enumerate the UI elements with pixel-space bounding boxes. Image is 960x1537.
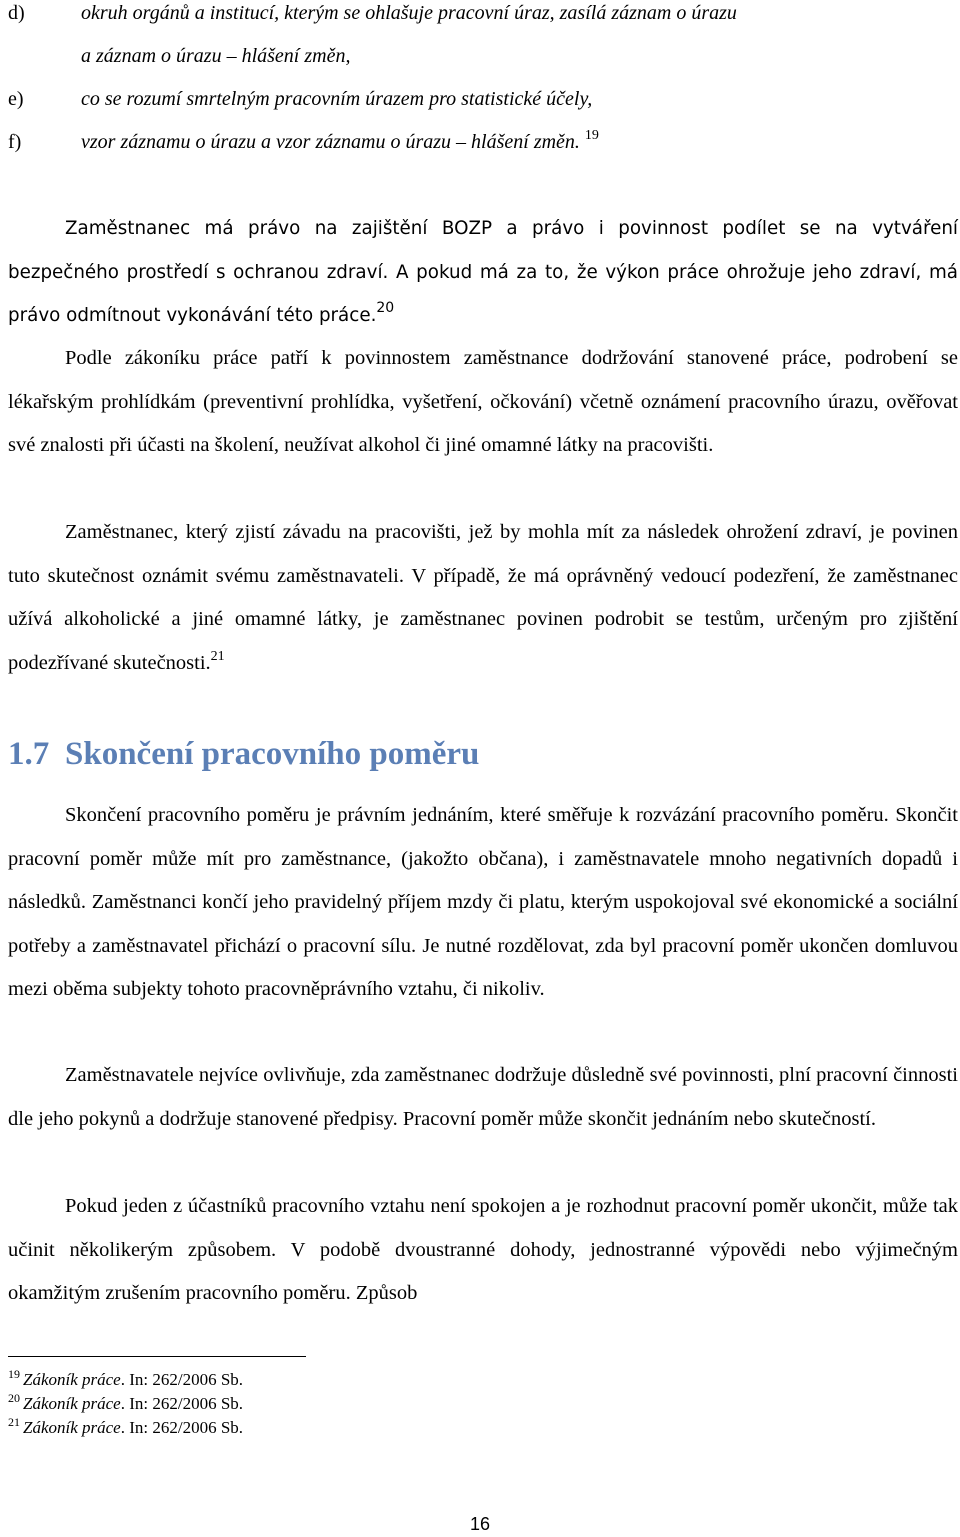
paragraph xyxy=(8,337,958,468)
footnote-title: Zákoník práce xyxy=(23,1370,121,1389)
list-item-text: okruh orgánů a institucí, kterým se ohlašuje pracovní úraz, zasílá záznam o úrazu xyxy=(81,2,737,24)
footnote-title: Zákoník práce xyxy=(23,1418,121,1437)
paragraph-text: Podle zákoníku práce patří k povinnostem zaměstnance dodržování stanovené práce, podrobení se lékařským prohlídkám (preventivní prohlídka, vyšetření, očkování) včetně oznámení pracovního úrazu, ověřovat své znalosti při účasti na školení, neužívat alkohol či jiné omamné látky na pracovišti. xyxy=(8,347,958,456)
paragraph xyxy=(8,1185,958,1316)
footnote-source: . In: 262/2006 Sb. xyxy=(120,1394,244,1413)
list-marker: d) xyxy=(8,2,25,24)
footnote-ref: 20 xyxy=(376,300,395,316)
list-item xyxy=(8,88,592,111)
paragraph xyxy=(8,511,958,685)
list-marker: f) xyxy=(8,131,22,153)
section-heading xyxy=(8,736,479,773)
paragraph-text: Zaměstnanec, který zjistí závadu na pracovišti, jež by mohla mít za následek ohrožení zdraví, je povinen tuto skutečnost oznámit svému zaměstnavateli. V případě, že má oprávněný vedoucí podezření, že zaměstnanec užívá alkoholické a jiné omamné látky, je zaměstnanec povinen podrobit se testům, určeným pro zjištění podezřívané skutečnosti. xyxy=(8,521,958,674)
paragraph-text: Pokud jeden z účastníků pracovního vztahu není spokojen a je rozhodnut pracovní poměr ukončit, může tak učinit několikerým způsobem. V podobě dvoustranné dohody, jednostranné výpovědi nebo výjimečným okamžitým zrušením pracovního poměru. Způsob xyxy=(8,1195,958,1304)
section-number: 1.7 xyxy=(8,736,50,772)
list-marker: e) xyxy=(8,88,24,110)
paragraph-text: Zaměstnanec má právo na zajištění BOZP a právo i povinnost podílet se na vytváření bezpečného prostředí s ochranou zdraví. A pokud má za to, že výkon práce ohrožuje jeho zdraví, má právo odmítnout vykonávání této práce. xyxy=(8,218,958,326)
section-title: Skončení pracovního poměru xyxy=(65,736,480,772)
footnote xyxy=(8,1415,244,1438)
footnote-title: Zákoník práce xyxy=(23,1394,121,1413)
list-item-text: co se rozumí smrtelným pracovním úrazem pro statistické účely, xyxy=(81,88,593,110)
list-item xyxy=(81,45,350,68)
list-item xyxy=(8,128,599,154)
list-item-text: vzor záznamu o úrazu a vzor záznamu o úrazu – hlášení změn. xyxy=(81,131,580,153)
footnote-source: . In: 262/2006 Sb. xyxy=(120,1370,244,1389)
footnote xyxy=(8,1391,244,1414)
page-number: 16 xyxy=(469,1514,491,1534)
paragraph-text: Skončení pracovního poměru je právním jednáním, které směřuje k rozvázání pracovního poměru. Skončit pracovní poměr může mít pro zaměstnance, (jakožto občana), i zaměstnavatele mnoho negativních dopadů i následků. Zaměstnanci končí jeho pravidelný příjem mzdy či platu, kterým uspokojoval své ekonomické a sociální potřeby a zaměstnavatel přichází o pracovní sílu. Je nutné rozdělovat, zda byl pracovní poměr ukončen domluvou mezi oběma subjekty tohoto pracovněprávního vztahu, či nikoliv. xyxy=(8,804,958,1000)
footnote-ref: 19 xyxy=(584,128,599,143)
footnote-source: . In: 262/2006 Sb. xyxy=(120,1418,244,1437)
footnote-number: 20 xyxy=(8,1391,20,1405)
footnote-number: 19 xyxy=(8,1367,20,1381)
paragraph xyxy=(8,794,958,1012)
paragraph-text: Zaměstnavatele nejvíce ovlivňuje, zda zaměstnanec dodržuje důsledně své povinnosti, plní pracovní činnosti dle jeho pokynů a dodržuje stanovené předpisy. Pracovní poměr může skončit jednáním nebo skutečností. xyxy=(8,1064,958,1130)
footnote-ref: 21 xyxy=(210,648,225,664)
footnote-number: 21 xyxy=(8,1415,20,1429)
footnote xyxy=(8,1367,244,1390)
paragraph xyxy=(8,1054,958,1141)
list-item xyxy=(8,2,737,25)
list-item-text: a záznam o úrazu – hlášení změn, xyxy=(81,45,351,67)
paragraph xyxy=(8,207,958,338)
footnote-divider xyxy=(8,1356,306,1357)
